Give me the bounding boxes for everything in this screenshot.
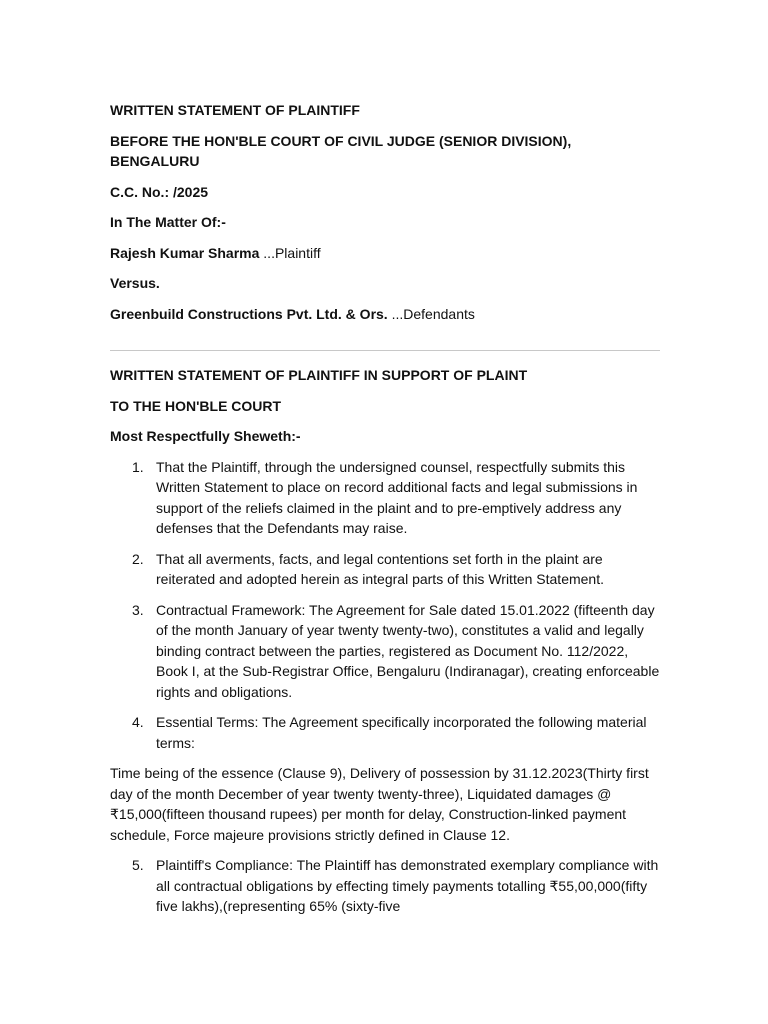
sheweth: Most Respectfully Sheweth:- bbox=[110, 428, 301, 444]
item-text: That all averments, facts, and legal contentions set forth in the plaint are reiterated and adopted herein as integral parts of this Written Statement. bbox=[156, 550, 604, 587]
item-text: Contractual Framework: The Agreement for Sale dated 15.01.2022 (fifteenth day of the month January of year twenty twenty-two), constitutes a valid and legally binding contract between the parties, registered as Document No. 112/2022, Book I, at the Sub-Registrar Office, Bengaluru (Indiranagar), creating enforceable rights and obligations. bbox=[156, 601, 660, 700]
defendant-line bbox=[110, 304, 660, 325]
item-number: 2. bbox=[132, 550, 144, 567]
list-item bbox=[110, 457, 660, 539]
addressee: TO THE HON'BLE COURT bbox=[110, 397, 282, 414]
item-number: 3. bbox=[132, 601, 144, 618]
section-divider bbox=[110, 350, 660, 351]
document-title: WRITTEN STATEMENT OF PLAINTIFF bbox=[110, 102, 360, 118]
list-item bbox=[110, 600, 660, 703]
item-text: Plaintiff's Compliance: The Plaintiff has demonstrated exemplary compliance with all contractual obligations by effecting timely payments totalling ₹55,00,000(fifty five lakhs),(representing 65% (sixty-five bbox=[156, 857, 659, 914]
matter-of: In The Matter Of:- bbox=[110, 214, 226, 230]
plaintiff-role: ...Plaintiff bbox=[259, 244, 321, 261]
numbered-list-continued bbox=[110, 855, 660, 917]
document-page bbox=[110, 100, 660, 927]
defendant-name: Greenbuild Constructions Pvt. Ltd. & Ors. bbox=[110, 305, 388, 322]
plaintiff-line bbox=[110, 243, 660, 264]
list-item bbox=[110, 855, 660, 917]
numbered-list bbox=[110, 457, 660, 754]
item-number: 1. bbox=[132, 458, 144, 475]
defendant-role: ...Defendants bbox=[387, 305, 475, 322]
court-heading: BEFORE THE HON'BLE COURT OF CIVIL JUDGE (SENIOR DIVISION), BENGALURU bbox=[110, 132, 572, 169]
list-item bbox=[110, 712, 660, 753]
section-title: WRITTEN STATEMENT OF PLAINTIFF IN SUPPORT OF PLAINT bbox=[110, 367, 528, 383]
versus: Versus. bbox=[110, 275, 160, 291]
item-number: 4. bbox=[132, 714, 144, 730]
case-number: C.C. No.: /2025 bbox=[110, 183, 209, 200]
list-item bbox=[110, 549, 660, 590]
item-text: That the Plaintiff, through the undersigned counsel, respectfully submits this Written Statement to place on record additional facts and legal submissions in support of the reliefs claimed in the plaint and to pre-emptively address any defenses that the Defendants may raise. bbox=[156, 458, 638, 536]
item-text: Essential Terms: The Agreement specifically incorporated the following material terms: bbox=[156, 714, 647, 751]
plaintiff-name: Rajesh Kumar Sharma bbox=[110, 244, 260, 261]
item-number: 5. bbox=[132, 857, 144, 873]
terms-paragraph: Time being of the essence (Clause 9), Delivery of possession by 31.12.2023(Thirty first day of the month December of year twenty twenty-three), Liquidated damages @ ₹15,000(fifteen thousand rupees) per month for delay, Construction-linked payment schedule, Force majeure provisions strictly defined in Clause 12. bbox=[110, 765, 649, 843]
